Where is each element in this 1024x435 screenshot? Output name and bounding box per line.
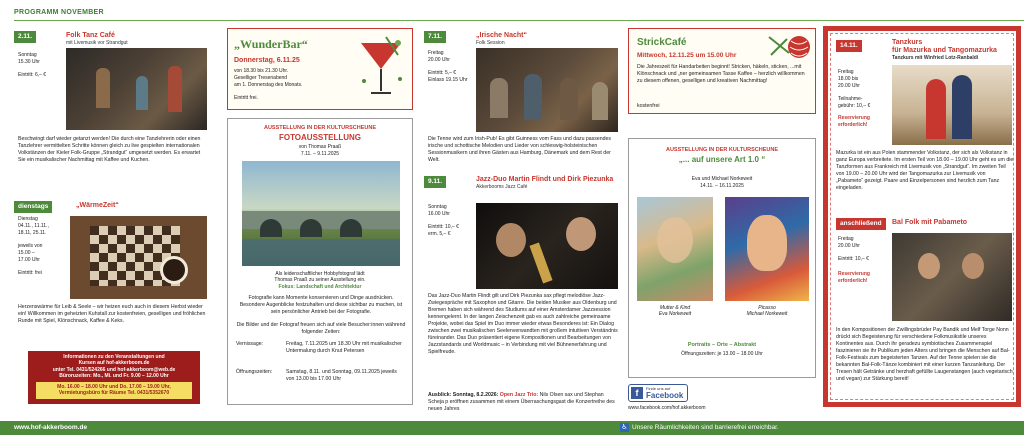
page-footer [0,421,1024,435]
exhibition-header: AUSSTELLUNG IN DER KULTURSCHEUNE [665,147,779,153]
art-exhibition-card [628,138,816,378]
mazurka-dancers-photo [892,65,1012,145]
strickcafe-free: kostenfrei [637,103,660,109]
event-subtitle: mit Livemusik vor Strandgut [66,40,128,47]
exhibition-text-2: Die Bilder und der Fotograf freuen sich auf viele Besucher:innen während folgender Zeiten: [236,322,406,336]
event-date-tag: 7.11. [424,31,446,43]
irish-night-photo [476,48,618,132]
exhibition-header: AUSSTELLUNG IN DER KULTURSCHEUNE [263,125,377,131]
jazz-duo-photo [476,203,618,289]
event-meta: Freitag 20.00 Uhr Eintritt: 5,– € Einlass 19.15 Uhr [428,50,468,83]
facebook-big-label: Facebook [646,391,684,400]
painting-picasso [725,197,809,301]
strickcafe-date: Mittwoch, 12.11.25 um 15.00 Uhr [637,52,737,59]
exhibition-text: Fotografie kann Momente konservieren und Dinge ausdrücken. Besondere Augenblicke festzuhalten und diese sichtbar zu machen, ist sein persönlicher Antrieb bei der Fotografie. [239,295,403,316]
vernissage-value: Freitag, 7.11.2025 um 18.30 Uhr mit musikalischer Untermalung durch Knut Petersen [286,341,402,355]
event-meta: Sonntag 15.30 Uhr Eintritt: 6,– € [18,52,47,79]
outlook-text: Ausblick: Sonntag, 8.2.2026: Open Jazz Trio: Nils Olsen sax und Stephan Scheja p eröffnen zusammen mit einem Überraschungsgast die Konzertreihe des neuen Jahres [428,392,615,413]
event-meta: Dienstag 04.11., 11.11., 18.11, 25.11. jeweils von 15.00 – 17.00 Uhr Eintritt: frei [18,216,49,276]
exhibition-hours: Öffnungszeiten: je 13.00 – 18.00 Uhr [681,351,763,357]
event-date-tag: 14.11. [836,40,862,52]
wheelchair-icon: ♿ [621,423,628,431]
reservation-required: Reservierung erforderlich! [838,115,870,128]
event-title: Bal Folk mit Pabameto [892,219,968,226]
event-meta: Freitag 18.00 bis 20.00 Uhr Teilnahme- gebühr: 10,– € [838,69,871,109]
wunderbar-meta: von 18.30 bis 21.30 Uhr. Geselliger Tresenabend am 1. Donnerstag des Monats. Eintritt frei. [234,68,303,101]
info-box: Informationen zu den Veranstaltungen und Kursen auf hof-akkerboom.de unter Tel. 0431/524266 und hof-akkerboom@web.de Büroruzeiten: Mo., Mi. und Fr. 9.00 – 12.00 Uhr Mo. 16.00 – 18.00 Uhr und Do. 17.00 – 19.00 Uhr, Vermietungsbüro für Räume Tel. 0431/5352670 [28,351,200,404]
exhibition-artist: von Thomas Praaß [298,144,342,150]
opening-hours-value: Samstag, 8.11. und Sonntag, 09.11.2025 jeweils von 13.00 bis 17.00 Uhr [286,369,397,383]
caption-mother-child: Mutter & Kind Eva Norkeweit [658,305,692,318]
facebook-badge[interactable] [628,384,688,402]
facebook-icon: f [631,387,643,399]
warm-cafe-photo [70,216,207,299]
strickcafe-title: StrickCafé [637,37,687,48]
column-3 [424,26,619,413]
event-title: „Irische Nacht“ [476,32,527,39]
exhibition-dates: 7.11. – 9.11.2025 [300,151,340,157]
event-title: Folk Tanz Café [66,32,115,39]
event-title: „WärmeZeit“ [76,202,119,209]
event-subtitle: Folk Session [476,40,505,47]
wunderbar-date: Donnerstag, 6.11.25 [234,57,300,64]
wunderbar-title: „WunderBar“ [234,37,308,51]
accessibility-note: Unsere Räumlichkeiten sind barrierefrei erreichbar. [632,424,779,431]
pabameto-photo [892,233,1012,321]
facebook-url[interactable]: www.facebook.com/hof.akkerboom [628,405,706,411]
event-description: Mazurka ist ein aus Polen stammender Volkstanz, der sich als Volkstanz in ganz Europa verbreitete. Im ersten Teil von 18.00 – 19.00 Uhr geht es um die Tanzformen aus Frankreich mit Livemusik von „Strandgut“. Im zweiten Teil von 19.00 – 20.00 Uhr wird der Tangomazurka zur Livemusik von „Pabameto“ gezeigt. Paare und Einzelpersonen sind herzlich zum Tanz eingeladen. [836,150,1014,192]
header-rule [14,20,1024,21]
exhibition-focus: Fokus: Landschaft und Architektur [278,284,362,290]
opening-hours-label: Öffnungszeiten: [236,369,273,375]
vernissage-label: Vernissage: [236,341,264,347]
strickcafe-card [628,28,816,114]
event-date-tag: 2.11. [14,31,36,43]
exhibition-title: „... auf unsere Art 1.0 “ [678,155,766,164]
wunderbar-card [227,28,413,110]
painting-mother-child [637,197,713,301]
event-description: In den Kompositionen der Zwillingsbrüder Pay Bandik und Melf Torge Nonn drückt sich Begeisterung für verschiedene Folkmusikstile unseres Kontinentes aus. Durch ihr geradezu symbiotisches Zusammenspiel faszinieren sie ihr Publikum jeden Alters und bringen die Menschen auf Bal-Folk-Festivals zum begeisterten Tanzen. Auf der Tenne spielen sie die bekannten Bal-Folk-Tänze kombiniert mit einer kurzen Tanzanleitung. Der Tresen hält Getränke und herzhaft gefüllte Laugenstangen (auch vegetarisch und vegan) zur Stärkung bereit! [836,327,1013,383]
exhibition-title: FOTOAUSSTELLUNG [278,133,362,142]
bridge-photo [242,161,400,266]
event-date-tag: anschließend [836,218,886,230]
page-header [0,0,1024,22]
exhibition-dates: 14.11. – 16.11.2025 [700,183,744,189]
event-title: Tanzkurs für Mazurka und Tangomazurka [892,39,997,55]
program-label: PROGRAMM NOVEMBER [14,9,104,16]
exhibition-tags: Portraits – Orte – Abstrakt [687,342,757,348]
event-title: Jazz-Duo Martin Flindt und Dirk Piezunka [476,176,614,183]
folk-dance-photo [66,48,207,130]
event-date-tag: 9.11. [424,176,446,188]
event-subtitle: Tanzkurs mit Winfried Lotz-Ranbaldi [892,55,979,62]
exhibition-intro: Als leidenschaftlicher Hobbyfotograf lädt Thomas Praaß zu seiner Ausstellung ein. [274,271,366,284]
event-description: Herzenswärme für Leib & Seele – wir heizen euch auch in diesem Herbst wieder ein! Willkommen im geheizten Kuhstall zur kostenfreien, geselligen und fröhlichen Runde mit Spiel, Klönschnack, Kaffee & Keks. [18,304,206,325]
column-1 [14,26,209,407]
column-5 [823,26,1021,407]
column-4 [625,26,819,411]
caption-picasso: Picasso Michael Norkeweit [746,305,788,318]
rental-office-box: Mo. 16.00 – 18.00 Uhr und Do. 17.00 – 19.00 Uhr, Vermietungsbüro für Räume Tel. 0431/5352670 [36,382,192,399]
event-description: Die Tenne wird zum Irish-Pub! Es gibt Guinness vom Fass und dazu passendes irische und schottische Melodien und Lieder von schleswig-holsteinischen Sessionmusikern und ihren Gästen aus Hamburg, Dänemark und dem Rest der Welt. [428,136,611,164]
reservation-required: Reservierung erforderlich! [838,271,870,284]
cocktail-glass-icon [356,35,406,101]
event-description: Beschwingt darf wieder getanzt werden! Die durch eine Tanzlehrerin oder einen Tanzlehrer vermittelten Schritte können gleich zu live gespielten internationalen Volkstänzen der Kieler Folk-Gruppe „Strandgut“ umgesetzt werden. Es erwartet Sie ein musikalischer Nachmittag mit Kaffee und Kuchen. [18,136,201,164]
event-meta: Freitag 20.00 Uhr Eintritt: 10,– € [838,236,869,263]
yarn-ball-icon [767,33,813,61]
column-2 [224,26,416,407]
footer-url[interactable]: www.hof-akkerboom.de [14,424,88,431]
event-subtitle: Akkerbooms Jazz Café [476,184,528,191]
event-meta: Sonntag 16.00 Uhr Eintritt: 10,– € erm. 5,– € [428,204,459,237]
photo-exhibition-card [227,118,413,405]
facebook-small-label: Finde uns auf [646,386,671,391]
event-description: Das Jazz-Duo Martin Flindt gilt und Dirk Piezunka sax pflegt melodiöse Jazz-Zwiegespräche mit Saxophon und Gitarre. Die beiden Musiker aus Oldenburg und Bremen haben sich während des Studiums auf einer Amsterdamer Jazzsession kennengelernt. In der langen Zeischenzeit gab es auch zahlreiche gemeinsame Projekte, wobei das Spiel im Duo immer wieder etwas Besonderes ist: Ein Dialog zwischen zwei musikalischen Seelenverwandten mit großem intuitiven Verständnis füreinander. Das Duo präsentiert eigene Kompositionen und Bearbeitungen von Jazzstandards und Worldmusic – in Verbindung mit viel Bühnenerfahrung und Spielfreude. [428,293,618,356]
strickcafe-text: Die Jahreszeit für Handarbeiten beginnt! Stricken, häkeln, sticken, ...mit Klönschnack und „ner gemeinsamen Tasse Kaffee – herzlich willkommen zu diesem offenen, geselligen und kreativen Nachmittag! [637,64,805,85]
exhibition-artist: Eva und Michael Norkeweit [691,176,753,182]
event-date-tag: dienstags [14,201,52,213]
